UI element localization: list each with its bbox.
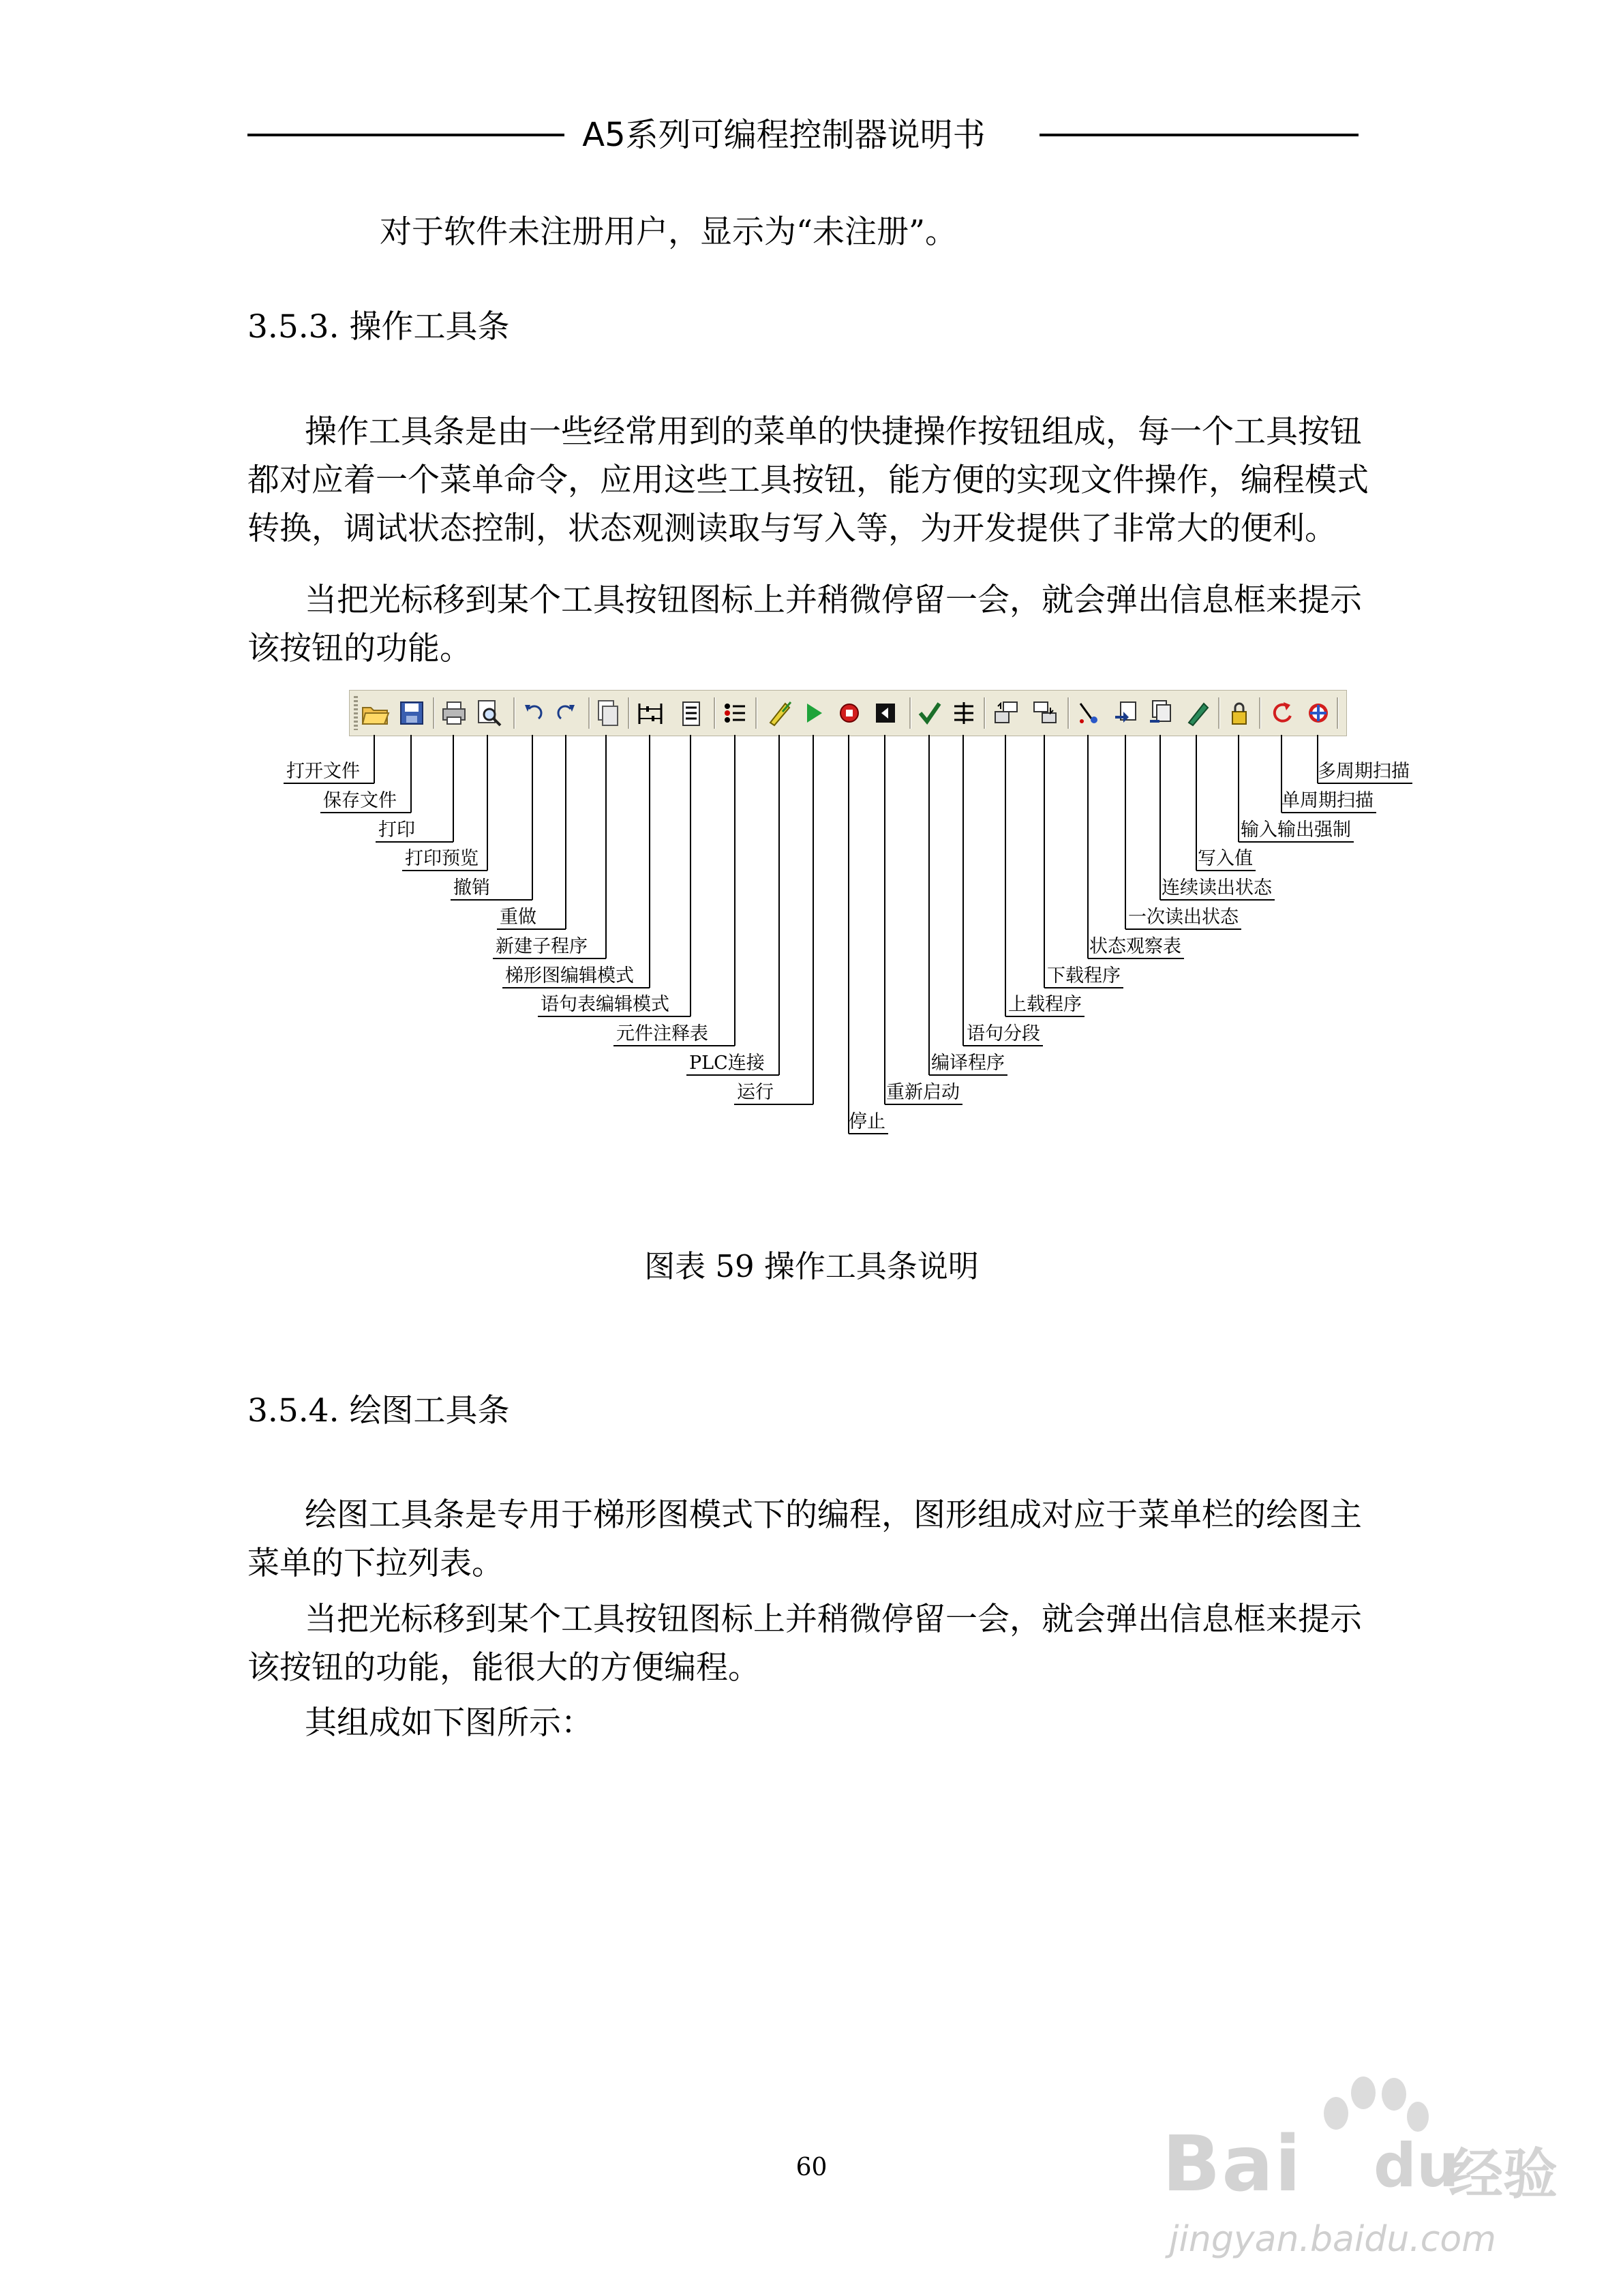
toolbar-separator xyxy=(1218,697,1220,729)
read-continuous-icon xyxy=(1146,698,1176,728)
callout-label: 保存文件 xyxy=(323,790,397,811)
toolbar-callout-diagram xyxy=(0,735,1623,1158)
run-button[interactable] xyxy=(799,698,829,728)
callout-label: 连续读出状态 xyxy=(1162,877,1272,898)
segment-button[interactable] xyxy=(949,698,979,728)
intro-paragraph xyxy=(380,208,1525,256)
status-table-button[interactable] xyxy=(1074,698,1104,728)
download-button[interactable] xyxy=(1030,698,1060,728)
callout-label: 一次读出状态 xyxy=(1128,907,1239,928)
toolbar-separator xyxy=(1067,697,1070,729)
baidu-watermark xyxy=(1162,2072,1558,2277)
write-value-button[interactable] xyxy=(1182,698,1212,728)
toolbar-separator xyxy=(755,697,757,729)
segment-icon xyxy=(949,698,979,728)
toolbar-separator xyxy=(513,697,515,729)
header-title: A5系列可编程控制器说明书 xyxy=(582,116,986,154)
toolbar-separator xyxy=(1337,697,1339,729)
intro-line: 对于软件未注册用户，显示为“未注册”。 xyxy=(380,213,958,251)
text-line: 该按钮的功能，能很大的方便编程。 xyxy=(247,1649,760,1687)
toolbar-separator xyxy=(433,697,435,729)
toolbar-separator xyxy=(714,697,716,729)
element-comment-button[interactable] xyxy=(721,698,750,728)
ladder-mode-icon xyxy=(635,698,665,728)
section-353-paragraph-1 xyxy=(247,408,1393,553)
statement-mode-icon xyxy=(676,698,706,728)
callout-label: 语句表编辑模式 xyxy=(541,994,669,1015)
io-force-button[interactable] xyxy=(1224,698,1254,728)
text-line: 绘图工具条是专用于梯形图模式下的编程，图形组成对应于菜单栏的绘图主 xyxy=(305,1496,1362,1534)
new-subprogram-button[interactable] xyxy=(592,698,622,728)
callout-label: PLC连接 xyxy=(689,1053,765,1074)
io-force-icon xyxy=(1224,698,1254,728)
restart-icon xyxy=(870,698,900,728)
watermark-logo-text-2: du xyxy=(1374,2130,1459,2201)
callout-label: 重做 xyxy=(500,907,536,928)
text-line: 该按钮的功能。 xyxy=(247,630,472,667)
callout-label: 打印预览 xyxy=(405,848,479,869)
printer-button[interactable] xyxy=(439,698,469,728)
plc-connect-button[interactable] xyxy=(765,698,795,728)
open-folder-button[interactable] xyxy=(360,698,390,728)
callout-label: 打印 xyxy=(378,819,415,841)
stop-icon xyxy=(834,698,864,728)
read-once-icon xyxy=(1111,698,1141,728)
read-continuous-button[interactable] xyxy=(1146,698,1176,728)
callout-label: 上载程序 xyxy=(1008,994,1082,1015)
section-heading-354: 3.5.4. 绘图工具条 xyxy=(247,1392,510,1430)
text-line: 操作工具条是由一些经常用到的菜单的快捷操作按钮组成，每一个工具按钮 xyxy=(305,413,1362,451)
callout-label: 梯形图编辑模式 xyxy=(505,965,634,986)
toolbar-separator xyxy=(909,697,911,729)
section-354-paragraph-2 xyxy=(247,1595,1393,1692)
single-scan-icon xyxy=(1267,698,1297,728)
watermark-site-label: 经验 xyxy=(1448,2143,1558,2206)
callout-label: 语句分段 xyxy=(967,1023,1040,1044)
toolbar-separator xyxy=(984,697,986,729)
read-once-button[interactable] xyxy=(1111,698,1141,728)
stop-button[interactable] xyxy=(834,698,864,728)
header-rule-right xyxy=(1040,134,1359,136)
ladder-mode-button[interactable] xyxy=(635,698,665,728)
text-line: 其组成如下图所示： xyxy=(305,1704,593,1742)
statement-mode-button[interactable] xyxy=(676,698,706,728)
callout-label: 重新启动 xyxy=(886,1082,960,1103)
section-354-paragraph-3 xyxy=(247,1699,1393,1747)
watermark-logo-text: Bai xyxy=(1162,2120,1303,2209)
callout-label: 打开文件 xyxy=(286,761,360,782)
callout-label: 写入值 xyxy=(1198,848,1253,869)
figure-caption: 图表 59 操作工具条说明 xyxy=(644,1248,979,1284)
printer-icon xyxy=(439,698,469,728)
callout-label: 撤销 xyxy=(453,877,490,898)
callout-label: 编译程序 xyxy=(931,1053,1005,1074)
toolbar-separator xyxy=(1259,697,1261,729)
callout-label: 下载程序 xyxy=(1047,965,1121,986)
text-line: 转换，调试状态控制，状态观测读取与写入等，为开发提供了非常大的便利。 xyxy=(247,510,1337,547)
download-icon xyxy=(1030,698,1060,728)
multi-scan-icon xyxy=(1303,698,1333,728)
element-comment-icon xyxy=(721,698,750,728)
compile-check-button[interactable] xyxy=(915,698,945,728)
toolbar-grip[interactable] xyxy=(354,696,358,730)
text-line: 菜单的下拉列表。 xyxy=(247,1545,504,1582)
operation-toolbar xyxy=(349,690,1347,736)
header-rule-left xyxy=(247,134,564,136)
undo-icon xyxy=(518,698,548,728)
print-preview-icon xyxy=(473,698,503,728)
callout-label: 状态观察表 xyxy=(1089,936,1181,957)
write-value-icon xyxy=(1182,698,1212,728)
toolbar-separator xyxy=(628,697,630,729)
status-table-icon xyxy=(1074,698,1104,728)
toolbar-separator xyxy=(588,697,590,729)
callout-label: 多周期扫描 xyxy=(1318,761,1410,782)
callout-lines xyxy=(0,735,1623,1158)
new-subprogram-icon xyxy=(592,698,622,728)
single-scan-button[interactable] xyxy=(1267,698,1297,728)
section-354-paragraph-1 xyxy=(247,1491,1393,1588)
text-line: 都对应着一个菜单命令，应用这些工具按钮，能方便的实现文件操作，编程模式 xyxy=(247,462,1369,499)
text-line: 当把光标移到某个工具按钮图标上并稍微停留一会，就会弹出信息框来提示 xyxy=(305,581,1362,619)
print-preview-button[interactable] xyxy=(473,698,503,728)
compile-check-icon xyxy=(915,698,945,728)
run-icon xyxy=(799,698,829,728)
callout-label: 单周期扫描 xyxy=(1281,790,1374,811)
redo-icon xyxy=(551,698,581,728)
watermark-url: jingyan.baidu.com xyxy=(1169,2219,1496,2260)
callout-label: 新建子程序 xyxy=(496,936,588,957)
section-353-paragraph-2 xyxy=(247,576,1393,673)
callout-label: 输入输出强制 xyxy=(1241,819,1351,841)
plc-connect-icon xyxy=(765,698,795,728)
open-folder-icon xyxy=(360,698,390,728)
callout-label: 运行 xyxy=(737,1082,774,1103)
multi-scan-button[interactable] xyxy=(1303,698,1333,728)
upload-icon xyxy=(991,698,1021,728)
text-line: 当把光标移到某个工具按钮图标上并稍微停留一会，就会弹出信息框来提示 xyxy=(305,1601,1362,1638)
page-number: 60 xyxy=(795,2154,828,2181)
callout-label: 停止 xyxy=(849,1111,885,1132)
save-disk-button[interactable] xyxy=(397,698,427,728)
section-heading-353: 3.5.3. 操作工具条 xyxy=(247,308,510,346)
restart-button[interactable] xyxy=(870,698,900,728)
save-disk-icon xyxy=(397,698,427,728)
callout-label: 元件注释表 xyxy=(616,1023,708,1044)
upload-button[interactable] xyxy=(991,698,1021,728)
undo-button[interactable] xyxy=(518,698,548,728)
redo-button[interactable] xyxy=(551,698,581,728)
